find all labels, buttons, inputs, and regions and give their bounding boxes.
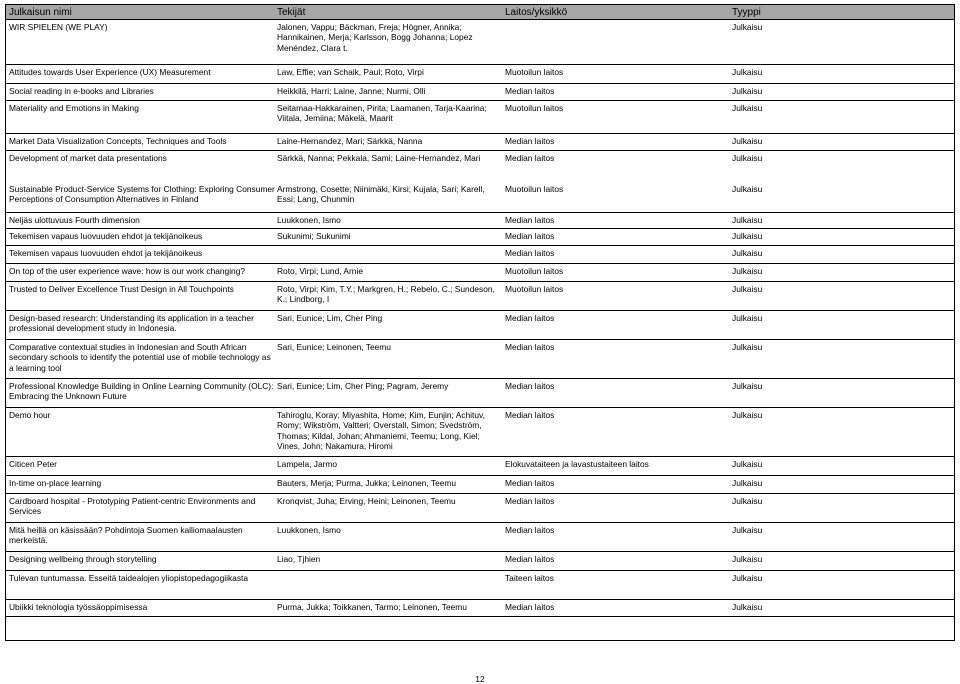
row-unit: Median laitos — [505, 381, 555, 391]
row-unit: Median laitos — [505, 86, 555, 96]
table-row — [6, 600, 954, 617]
publication-table — [5, 4, 955, 641]
table-row — [6, 571, 954, 600]
row-authors: Luukkonen, Ismo — [277, 215, 341, 225]
row-name: Social reading in e-books and Libraries — [9, 86, 154, 96]
row-unit: Muotoilun laitos — [505, 103, 564, 113]
row-unit: Median laitos — [505, 525, 555, 535]
row-authors: Purma, Jukka; Toikkanen, Tarmo; Leinonen, Teemu — [277, 602, 467, 612]
row-type: Julkaisu — [732, 103, 763, 113]
row-name: Attitudes towards User Experience (UX) Measurement — [9, 67, 211, 77]
row-authors: Särkkä, Nanna; Pekkala, Sami; Laine-Hernandez, Mari — [277, 153, 481, 163]
row-unit: Median laitos — [505, 231, 555, 241]
row-type: Julkaisu — [732, 342, 763, 352]
table-row — [6, 408, 954, 457]
table-row — [6, 182, 954, 213]
row-name: Ubiikki teknologia työssäoppimisessa — [9, 602, 148, 612]
table-row — [6, 282, 954, 311]
row-type: Julkaisu — [732, 231, 763, 241]
row-unit: Elokuvataiteen ja lavastustaiteen laitos — [505, 459, 649, 469]
row-authors: Jalonen, Vappu; Bäckman, Freja; Högner, Annika; Hannikainen, Merja; Karlsson, Bogg Johanna; Lopez Menéndez, Clara t. — [277, 22, 473, 53]
table-row — [6, 340, 954, 379]
row-name: On top of the user experience wave: how is our work changing? — [9, 266, 246, 276]
row-type: Julkaisu — [732, 153, 763, 163]
row-authors: Kronqvist, Juha; Erving, Heini; Leinonen, Teemu — [277, 496, 456, 506]
row-type: Julkaisu — [732, 86, 763, 96]
row-authors: Bauters, Merja; Purma, Jukka; Leinonen, Teemu — [277, 478, 457, 488]
row-name: Sustainable Product-Service Systems for Clothing: Exploring Consumer Perceptions of Consumption Alternatives in Finland — [9, 184, 275, 205]
row-name: Development of market data presentations — [9, 153, 167, 163]
table-row — [6, 134, 954, 151]
row-type: Julkaisu — [732, 136, 763, 146]
row-unit: Median laitos — [505, 496, 555, 506]
row-unit: Taiteen laitos — [505, 573, 554, 583]
row-type: Julkaisu — [732, 573, 763, 583]
row-unit: Median laitos — [505, 410, 555, 420]
row-name: Neljäs ulottuvuus Fourth dimension — [9, 215, 140, 225]
row-unit: Median laitos — [505, 153, 555, 163]
row-authors: Lampela, Jarmo — [277, 459, 338, 469]
row-type: Julkaisu — [732, 313, 763, 323]
table-row — [6, 65, 954, 84]
table-row — [6, 101, 954, 134]
table-row — [6, 229, 954, 246]
row-type: Julkaisu — [732, 184, 763, 194]
row-authors: Seitamaa-Hakkarainen, Pirita; Laamanen, Tarja-Kaarina; Viitala, Jemiina; Mäkelä, Maarit — [277, 103, 487, 124]
table-row — [6, 379, 954, 408]
row-type: Julkaisu — [732, 248, 763, 258]
header-name: Julkaisun nimi — [9, 6, 72, 18]
row-name: Mitä heillä on käsissään? Pohdintoja Suomen kalliomaalausten merkeistä. — [9, 525, 243, 546]
row-name: Trusted to Deliver Excellence Trust Design in All Touchpoints — [9, 284, 234, 294]
header-type: Tyyppi — [732, 6, 761, 18]
row-name: Market Data Visualization Concepts, Techniques and Tools — [9, 136, 227, 146]
row-unit: Muotoilun laitos — [505, 266, 564, 276]
row-authors: Law, Effie; van Schaik, Paul; Roto, Virpi — [277, 67, 424, 77]
table-row — [6, 552, 954, 571]
row-name: Citicen Peter — [9, 459, 57, 469]
table-row — [6, 311, 954, 340]
row-authors: Sari, Eunice; Leinonen, Teemu — [277, 342, 391, 352]
row-type: Julkaisu — [732, 67, 763, 77]
table-row — [6, 20, 954, 65]
row-unit: Median laitos — [505, 554, 555, 564]
row-type: Julkaisu — [732, 410, 763, 420]
table-row — [6, 151, 954, 182]
table-row — [6, 494, 954, 523]
row-authors: Laine-Hernandez, Mari; Särkkä, Nanna — [277, 136, 423, 146]
row-name: WIR SPIELEN (WE PLAY) — [9, 22, 108, 32]
table-row — [6, 246, 954, 264]
row-name: Demo hour — [9, 410, 51, 420]
row-name: Tekemisen vapaus luovuuden ehdot ja tekijänoikeus — [9, 248, 203, 258]
row-authors: Sukunimi; Sukunimi — [277, 231, 351, 241]
row-name: Design-based research: Understanding its application in a teacher professional development study in Indonesia. — [9, 313, 254, 334]
row-type: Julkaisu — [732, 266, 763, 276]
row-type: Julkaisu — [732, 215, 763, 225]
row-authors: Liao, Tjhien — [277, 554, 321, 564]
row-unit: Muotoilun laitos — [505, 67, 564, 77]
row-name: Comparative contextual studies in Indonesian and South African secondary schools to identify the potential use of mobile technology as a learning tool — [9, 342, 271, 373]
row-type: Julkaisu — [732, 602, 763, 612]
table-row — [6, 213, 954, 229]
table-row — [6, 476, 954, 494]
row-unit: Median laitos — [505, 478, 555, 488]
table-header — [6, 5, 954, 20]
header-unit: Laitos/yksikkö — [505, 6, 568, 18]
row-unit: Median laitos — [505, 342, 555, 352]
row-type: Julkaisu — [732, 381, 763, 391]
table-row — [6, 457, 954, 476]
table-row — [6, 264, 954, 282]
row-authors: Luukkonen, Ismo — [277, 525, 341, 535]
row-authors: Sari, Eunice; Lim, Cher Ping; Pagram, Jeremy — [277, 381, 449, 391]
row-name: Tekemisen vapaus luovuuden ehdot ja tekijänoikeus — [9, 231, 203, 241]
row-unit: Median laitos — [505, 248, 555, 258]
row-type: Julkaisu — [732, 496, 763, 506]
row-name: Designing wellbeing through storytelling — [9, 554, 157, 564]
row-authors: Armstrong, Cosette; Niinimäki, Kirsi; Kujala, Sari; Karell, Essi; Lang, Chunmin — [277, 184, 485, 205]
row-authors: Sari, Eunice; Lim, Cher Ping — [277, 313, 383, 323]
row-name: Professional Knowledge Building in Online Learning Community (OLC): Embracing the Unknown Future — [9, 381, 274, 402]
row-type: Julkaisu — [732, 525, 763, 535]
row-authors: Heikkilä, Harri; Laine, Janne; Nurmi, Olli — [277, 86, 426, 96]
row-unit: Muotoilun laitos — [505, 284, 564, 294]
row-type: Julkaisu — [732, 22, 763, 32]
table-row — [6, 84, 954, 101]
row-unit: Median laitos — [505, 215, 555, 225]
table-row — [6, 523, 954, 552]
page-number: 12 — [475, 674, 485, 684]
row-authors: Roto, Virpi; Lund, Arnie — [277, 266, 363, 276]
row-unit: Median laitos — [505, 136, 555, 146]
row-unit: Median laitos — [505, 313, 555, 323]
row-unit: Median laitos — [505, 602, 555, 612]
row-unit: Muotoilun laitos — [505, 184, 564, 194]
header-authors: Tekijät — [277, 6, 306, 18]
row-type: Julkaisu — [732, 459, 763, 469]
row-type: Julkaisu — [732, 554, 763, 564]
row-name: Tulevan tuntumassa. Esseitä taidealojen yliopistopedagogiikasta — [9, 573, 248, 583]
row-authors: Roto, Virpi; Kim, T.Y.; Markgren, H.; Rebelo, C.; Sundeson, K.; Lindborg, I — [277, 284, 495, 305]
row-type: Julkaisu — [732, 478, 763, 488]
row-name: In-time on-place learning — [9, 478, 102, 488]
row-authors: Tahiroglu, Koray; Miyashita, Home; Kim, Eunjin; Achituv, Romy; Wikström, Valtteri; Overstall, Simon; Svedström, Thomas; Kildal, Johan; Ahmaniemi, Teemu; Long, Kiel; Vines, John; Nakamura, Hiromi — [277, 410, 485, 452]
row-type: Julkaisu — [732, 284, 763, 294]
row-name: Materiality and Emotions in Making — [9, 103, 139, 113]
row-name: Cardboard hospital - Prototyping Patient-centric Environments and Services — [9, 496, 256, 517]
